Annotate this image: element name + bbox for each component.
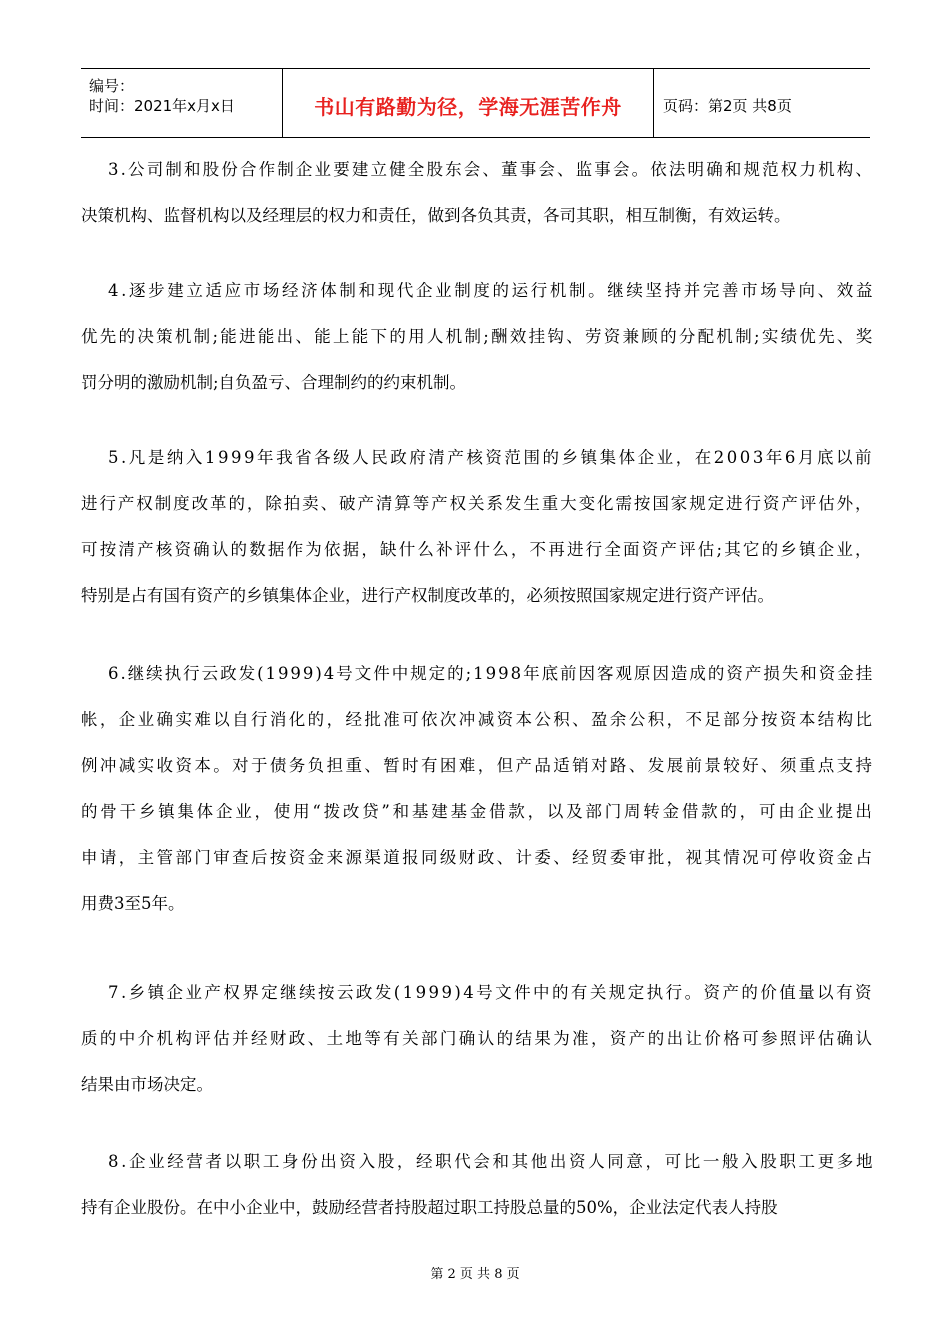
paragraph-line: 6.继续执行云政发(1999)4号文件中规定的;1998年底前因客观原因造成的资产损失和资金挂 [108, 664, 875, 683]
paragraph-line: 质的中介机构评估并经财政、土地等有关部门确认的结果为准，资产的出让价格可参照评估确认 [81, 1029, 875, 1048]
paragraph-line: 帐，企业确实难以自行消化的，经批准可依次冲减资本公积、盈余公积，不足部分按资本结构比 [81, 710, 875, 729]
paragraph-line: 4.逐步建立适应市场经济体制和现代企业制度的运行机制。继续坚持并完善市场导向、效益 [108, 281, 876, 300]
header-meta [81, 69, 281, 137]
paragraph-line: 罚分明的激励机制;自负盈亏、合理制约的约束机制。 [81, 373, 467, 392]
header-page-cell [653, 69, 870, 137]
paragraph-line: 结果由市场决定。 [81, 1075, 213, 1094]
header-motto-cell [282, 69, 654, 137]
document-date: 时间：2021年x月x日 [89, 97, 235, 115]
paragraph-line: 用费3至5年。 [81, 894, 185, 913]
paragraph-line: 特别是占有国有资产的乡镇集体企业，进行产权制度改革的，必须按照国家规定进行资产评估。 [81, 586, 774, 605]
paragraph-line: 例冲减实收资本。对于债务负担重、暂时有困难，但产品适销对路、发展前景较好、须重点支持 [81, 756, 875, 775]
page-footer: 第 2 页 共 8 页 [430, 1267, 520, 1282]
paragraph-line: 的骨干乡镇集体企业，使用“拨改贷”和基建基金借款，以及部门周转金借款的，可由企业提出 [81, 802, 875, 821]
header-page-info: 页码：第2页 共8页 [663, 97, 792, 115]
paragraph-line: 5.凡是纳入1999年我省各级人民政府清产核资范围的乡镇集体企业，在2003年6月底以前 [108, 448, 875, 467]
paragraph-line: 决策机构、监督机构以及经理层的权力和责任，做到各负其责，各司其职，相互制衡，有效运转。 [81, 206, 791, 225]
paragraph-line: 8.企业经营者以职工身份出资入股，经职代会和其他出资人同意，可比一般入股职工更多地 [108, 1152, 876, 1171]
document-header [81, 68, 870, 138]
paragraph-line: 申请，主管部门审查后按资金来源渠道报同级财政、计委、经贸委审批，视其情况可停收资金占 [81, 848, 875, 867]
paragraph-line: 进行产权制度改革的，除拍卖、破产清算等产权关系发生重大变化需按国家规定进行资产评估外， [81, 494, 874, 513]
paragraph-line: 持有企业股份。在中小企业中，鼓励经营者持股超过职工持股总量的50%，企业法定代表人持股 [81, 1198, 778, 1217]
header-motto: 书山有路勤为径，学海无涯苦作舟 [314, 95, 622, 119]
paragraph-line: 可按清产核资确认的数据作为依据，缺什么补评什么，不再进行全面资产评估;其它的乡镇企业， [81, 540, 874, 559]
document-number: 编号： [89, 77, 135, 95]
paragraph-line: 7.乡镇企业产权界定继续按云政发(1999)4号文件中的有关规定执行。资产的价值量以有资 [108, 983, 874, 1002]
paragraph-line: 优先的决策机制;能进能出、能上能下的用人机制;酬效挂钩、劳资兼顾的分配机制;实绩优先、奖 [81, 327, 875, 346]
paragraph-line: 3.公司制和股份合作制企业要建立健全股东会、董事会、监事会。依法明确和规范权力机构、 [108, 160, 875, 179]
